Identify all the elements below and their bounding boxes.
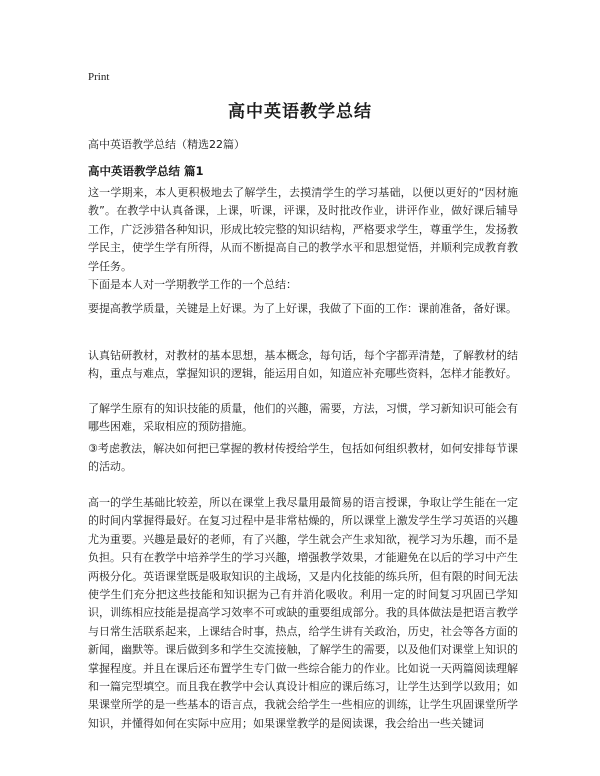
paragraph: 要提高教学质量，关键是上好课。为了上好课，我做了下面的工作：课前准备，备好课。	[88, 302, 517, 315]
paragraph: ③考虑教法，解决如何把已掌握的教材传授给学生，包括如何组织教材，如何安排每节课的活动。	[88, 442, 518, 474]
page-title: 高中英语教学总结	[228, 102, 372, 122]
paragraph: 下面是本人对一学期教学工作的一个总结：	[88, 278, 297, 291]
paragraph: 了解学生原有的知识技能的质量，他们的兴趣，需要，方法，习惯，学习新知识可能会有哪些困难，采取相应的预防措施。	[88, 402, 518, 434]
paragraph: 这一学期来，本人更积极地去了解学生，去摸清学生的学习基础，以便以更好的“因材施教”。在教学中认真备课，上课，听课，评课，及时批改作业，讲评作业，做好课后辅导工作，广泛涉猎各种知识，形成比较完整的知识结构，严格要求学生，尊重学生，发扬教学民主，使学生学有所得，从而不断提高自己的教学水平和思想觉悟，并顺利完成教育教学任务。	[88, 186, 518, 273]
paragraph: 高一的学生基础比较差，所以在课堂上我尽量用最简易的语言授课，争取让学生能在一定的时间内掌握得最好。在复习过程中是非常枯燥的，所以课堂上激发学生学习英语的兴趣尤为重要。兴趣是最好的老师，有了兴趣，学生就会产生求知欲，视学习为乐趣，而不是负担。只有在教学中培养学生的学习兴趣，增强教学效果，才能避免在以后的学习中产生两极分化。英语课堂既是吸取知识的主战场，又是内化技能的练兵所，但有限的时间无法使学生们充分把这些技能和知识据为己有并消化吸收。利用一定的时间复习巩固已学知识，训练相应技能是提高学习效率不可或缺的重要组成部分。我的具体做法是把语言教学与日常生活联系起来，上课结合时事，热点，给学生讲有关政治，历史，社会等各方面的新闻，幽默等。课后做到多和学生交流接触，了解学生的需要，以及他们对课堂上知识的掌握程度。并且在课后还布置学生专门做一些综合能力的作业。比如说一天两篇阅读理解和一篇完型填空。而且我在教学中会认真设计相应的课后练习，让学生达到学以致用；如果课堂所学的是一些基本的语言点，我就会给学生一些相应的训练，让学生巩固课堂所学知识，并懂得如何在实际中应用；如果课堂教学的是阅读课，我会给出一些关键词	[88, 496, 518, 730]
section-heading: 高中英语教学总结 篇1	[88, 164, 204, 178]
paragraph: 认真钻研教材，对教材的基本思想，基本概念，每句话，每个字都弄清楚，了解教材的结构，重点与难点，掌握知识的逻辑，能运用自如，知道应补充哪些资料，怎样才能教好。	[88, 349, 518, 381]
print-link[interactable]: Print	[88, 71, 110, 83]
subtitle: 高中英语教学总结（精选22篇）	[88, 138, 245, 151]
